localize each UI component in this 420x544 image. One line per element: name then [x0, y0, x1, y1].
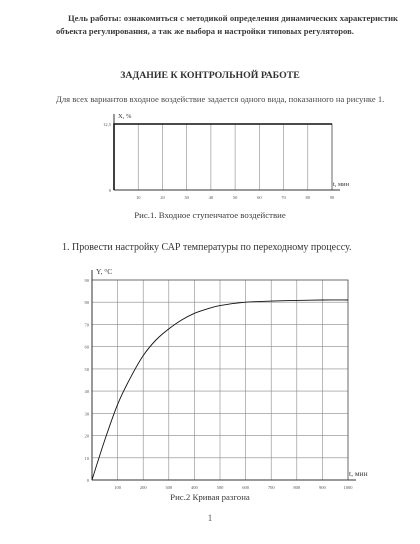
figure-1-caption: Рис.1. Входное ступенчатое воздействие: [134, 210, 286, 220]
x-tick-label: 700: [267, 485, 275, 490]
page-number: 1: [207, 513, 213, 523]
y-axis-label: Y, °C: [96, 267, 113, 276]
x-tick-label: 600: [242, 485, 249, 490]
x-tick-label: 800: [293, 485, 301, 490]
x-tick-label: 200: [139, 485, 147, 490]
intro-paragraph: Цель работы: ознакомиться с методикой определения динамических характеристик объекта регулирования, а так же выбора и настройки типовых регуляторов.: [56, 13, 398, 36]
x-tick-label: 40: [208, 195, 214, 200]
x-tick-label: 30: [184, 195, 189, 200]
x-tick-label: 20: [160, 195, 165, 200]
plot-frame: [114, 124, 332, 190]
figure-2-caption: Рис.2 Кривая разгона: [170, 492, 250, 502]
y-tick-label: 80: [84, 300, 89, 306]
x-tick-label: 80: [305, 195, 311, 200]
y-tick-label: 0: [108, 188, 111, 193]
x-tick-label: 1000: [343, 485, 353, 490]
y-tick-label: 60: [84, 344, 89, 350]
figure-2-response-curve-chart: [50, 262, 380, 498]
x-tick-label: 100: [114, 485, 121, 490]
x-tick-label: 70: [281, 195, 286, 200]
y-tick-label: 12,5: [103, 122, 111, 127]
y-tick-label: 90: [84, 278, 89, 283]
y-tick-label: 30: [84, 411, 89, 417]
question-1: 1. Провести настройку САР температуры по переходному процессу.: [62, 242, 352, 253]
x-axis-label: t, мин: [349, 469, 368, 478]
y-tick-label: 10: [84, 455, 89, 461]
y-axis-label: X, %: [118, 113, 132, 120]
task-heading: ЗАДАНИЕ К КОНТРОЛЬНОЙ РАБОТЕ: [120, 70, 300, 81]
x-axis-label: t, мин: [333, 181, 350, 188]
y-tick-label: 40: [84, 389, 89, 395]
x-tick-label: 900: [319, 485, 326, 490]
y-tick-label: 0: [86, 478, 89, 483]
x-tick-label: 10: [135, 195, 141, 200]
y-tick-label: 50: [84, 366, 89, 372]
y-tick-label: 70: [84, 322, 89, 328]
figure-1-step-input-chart: [90, 110, 360, 208]
x-tick-label: 300: [165, 485, 173, 490]
y-tick-label: 20: [84, 433, 89, 439]
x-tick-label: 400: [191, 485, 198, 490]
task-paragraph: Для всех вариантов входное воздействие задается одного вида, показанного на рисунке 1.: [56, 94, 385, 104]
data-series-line: [114, 124, 332, 190]
x-tick-label: 90: [329, 195, 335, 200]
x-tick-label: 500: [216, 485, 224, 490]
x-tick-label: 50: [232, 195, 238, 200]
x-tick-label: 60: [257, 195, 262, 200]
